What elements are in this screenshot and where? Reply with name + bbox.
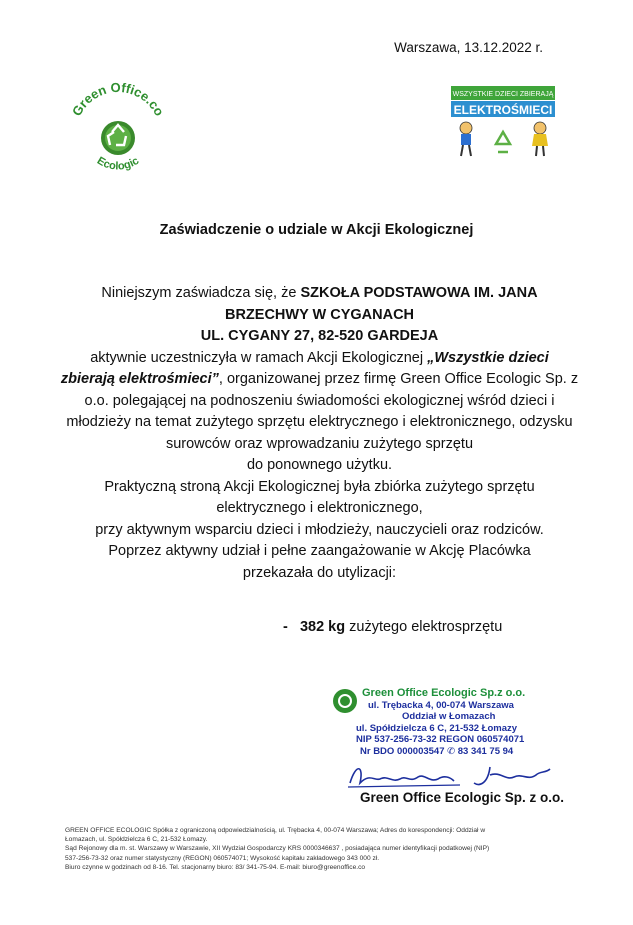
school-address: UL. CYGANY 27, 82-520 GARDEJA xyxy=(200,328,439,344)
stamp-address: ul. Trębacka 4, 00-074 Warszawa xyxy=(368,699,514,711)
footer-line-4: 537-256-73-32 oraz numer statystyczny (REGON) 060574071; Wysokość kapitału zakładowego 343 000 zł. xyxy=(65,854,380,862)
stamp-company-name: Green Office Ecologic Sp.z o.o. xyxy=(362,687,526,699)
footer-line-5: Biuro czynne w godzinach od 8-16. Tel. stacjonarny biuro: 83/ 341-75-94. E-mail: biuro@greenoffice.co xyxy=(65,863,366,871)
green-office-logo xyxy=(58,72,178,182)
child-boy-icon xyxy=(460,122,472,156)
logo-bottom-text: Ecologic xyxy=(94,154,142,173)
quantity-description: zużytego elektrosprzętu xyxy=(349,619,503,635)
stamp-logo-icon xyxy=(332,688,358,714)
body-text: aktywnie uczestniczyła w ramach Akcji Ekologicznej xyxy=(90,349,424,366)
body-line-3 xyxy=(12,326,627,348)
quantity-amount: 382 kg xyxy=(299,619,346,635)
logo-slogan: WSZYSTKIE DZIECI ZBIERAJĄ xyxy=(452,91,554,98)
body-text: , organizowanej przez firmę Green Office Ecologic Sp. z xyxy=(218,371,579,387)
svg-text:Ecologic xyxy=(95,155,141,173)
child-girl-icon xyxy=(532,122,548,156)
certificate-title: Zaświadczenie o udziale w Akcji Ekologicznej xyxy=(159,222,474,238)
elektrosmieci-logo xyxy=(448,84,558,162)
document-date: Warszawa, 13.12.2022 r. xyxy=(394,40,543,55)
body-line-13: Poprzez aktywny udział i pełne zaangażowanie w Akcję Placówka xyxy=(108,543,531,559)
logo-main-text: ELEKTROŚMIECI xyxy=(453,103,553,117)
footer-line-1: GREEN OFFICE ECOLOGIC Spółka z ograniczoną odpowiedzialnością, ul. Trębacka 4, 00-074 Warszawa; Adres do korespondencji: Oddział w xyxy=(65,827,486,834)
school-name-cont: BRZECHWY W CYGANACH xyxy=(224,306,415,323)
body-line-6: o.o. polegającej na podnoszeniu świadomości ekologicznej wśród dzieci i xyxy=(84,392,555,409)
body-line-10: Praktyczną stroną Akcji Ekologicznej była zbiórka zużytego sprzętu xyxy=(104,478,535,495)
body-line-2 xyxy=(12,305,627,327)
collected-quantity xyxy=(283,619,502,635)
body-line-8: surowców oraz wprowadzaniu zużytego sprzętu xyxy=(165,435,474,452)
stamp-branch: Oddział w Łomazach xyxy=(402,711,496,722)
body-line-14: przekazała do utylizacji: xyxy=(242,564,397,581)
bullet-dash: - xyxy=(283,619,288,635)
footer-line-3: Sąd Rejonowy dla m. st. Warszawy w Warszawie, XII Wydział Gospodarczy KRS 0000346637 , posiadająca numer identyfikacji podatkowej (NIP) xyxy=(65,845,490,853)
stamp-nip-regon: NIP 537-256-73-32 REGON 060574071 xyxy=(356,734,525,745)
signature-company-name: Green Office Ecologic Sp. z o.o. xyxy=(360,790,565,805)
stamp-bdo-phone: Nr BDO 000003547 ✆ 83 341 75 94 xyxy=(360,745,514,757)
body-line-11: elektrycznego i elektronicznego, xyxy=(216,500,423,516)
stamp-branch-address: ul. Spółdzielcza 6 C, 21-532 Łomazy xyxy=(356,722,518,734)
campaign-name: „Wszystkie dzieci xyxy=(427,349,549,366)
footer-line-2: Łomazach, ul. Spółdzielcza 6 C, 21-532 Łomazy. xyxy=(65,836,208,844)
body-line-12: przy aktywnym wsparciu dzieci i młodzieży, nauczycieli oraz rodziców. xyxy=(95,521,544,538)
company-footer xyxy=(65,826,585,872)
company-stamp xyxy=(356,687,562,757)
recycle-icon xyxy=(496,132,510,152)
logo-top-text: Green Office.co xyxy=(68,79,168,119)
body-line-7: młodzieży na temat zużytego sprzętu elektrycznego i elektronicznego, odzysku xyxy=(66,414,573,430)
body-line-9: do ponownego użytku. xyxy=(246,457,393,473)
svg-text:Green Office.co xyxy=(69,80,167,119)
campaign-name-cont: zbierają elektrośmieci” xyxy=(60,371,219,387)
certificate-body xyxy=(12,283,627,584)
school-name: SZKOŁA PODSTAWOWA IM. JANA xyxy=(300,285,538,301)
body-line-1 xyxy=(12,283,627,305)
intro-text: Niniejszym zaświadcza się, że xyxy=(101,285,297,301)
body-line-5 xyxy=(12,369,627,391)
body-line-4 xyxy=(12,348,627,370)
